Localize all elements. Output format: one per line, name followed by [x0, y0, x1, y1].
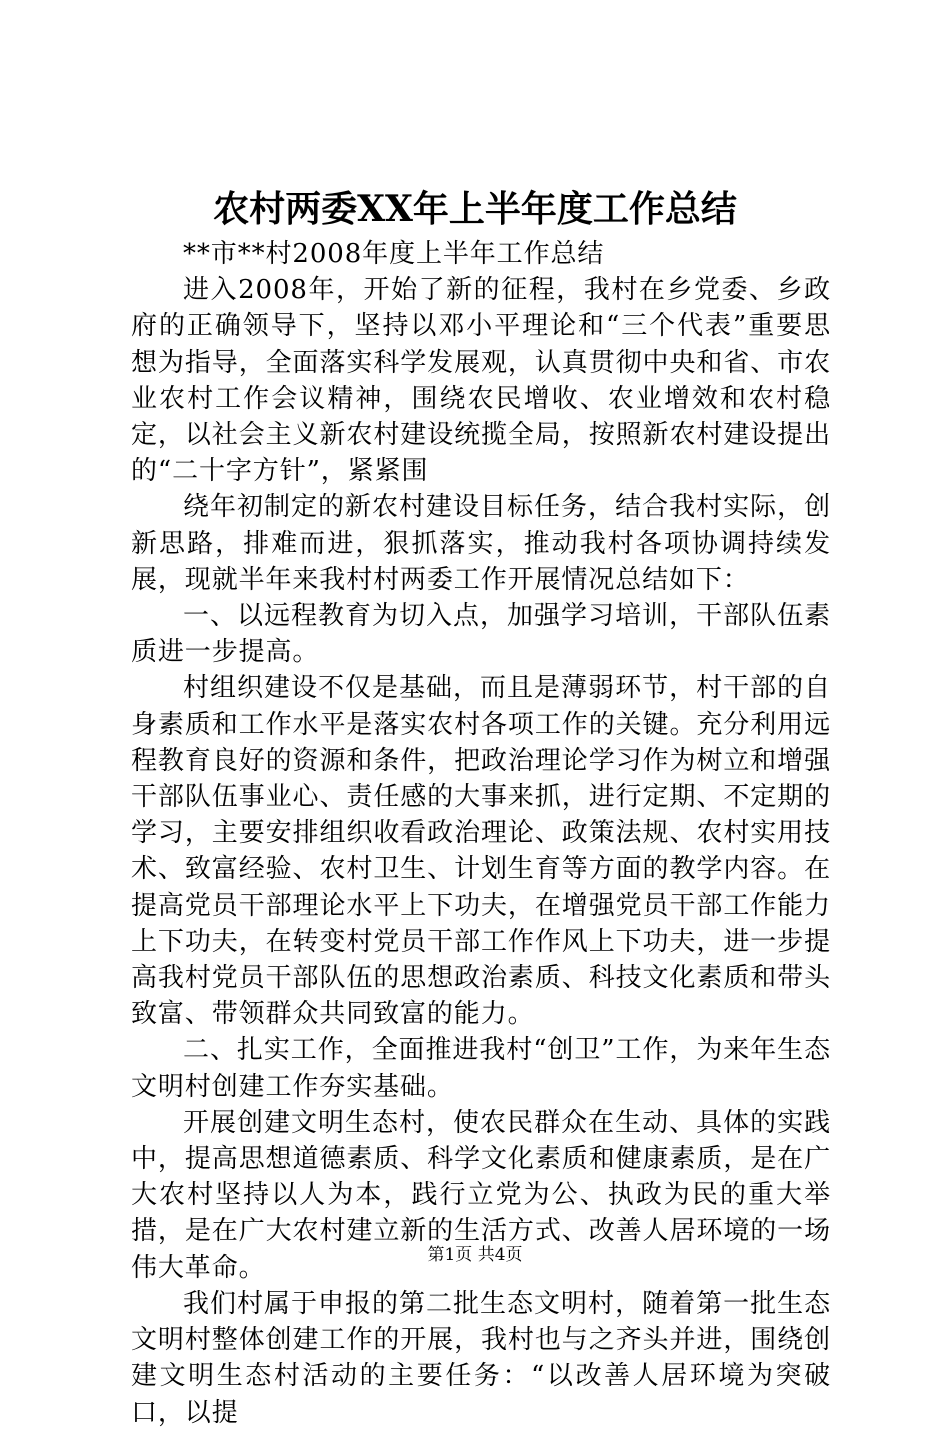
- paragraph: 村组织建设不仅是基础，而且是薄弱环节，村干部的自身素质和工作水平是落实农村各项工作的关键。充分利用远程教育良好的资源和条件，把政治理论学习作为树立和增强干部队伍事业心、责任感的大事来抓，进行定期、不定期的学习，主要安排组织收看政治理论、政策法规、农村实用技术、致富经验、农村卫生、计划生育等方面的教学内容。在提高党员干部理论水平上下功夫，在增强党员干部工作能力上下功夫，在转变村党员干部工作作风上下功夫，进一步提高我村党员干部队伍的思想政治素质、科技文化素质和带头致富、带领群众共同致富的能力。: [131, 673, 831, 1030]
- document-title: 农村两委XX年上半年度工作总结: [213, 188, 737, 230]
- section-heading: 一、以远程教育为切入点，加强学习培训，干部队伍素质进一步提高。: [131, 601, 831, 668]
- paragraph-subtitle: **市**村2008年度上半年工作总结: [183, 239, 605, 269]
- section-heading: 二、扎实工作，全面推进我村“创卫”工作，为来年生态文明村创建工作夯实基础。: [131, 1035, 831, 1102]
- paragraph: 我们村属于申报的第二批生态文明村，随着第一批生态文明村整体创建工作的开展，我村也与之齐头并进，围绕创建文明生态村活动的主要任务：“以改善人居环境为突破口，以提: [131, 1288, 831, 1428]
- paragraph: 绕年初制定的新农村建设目标任务，结合我村实际，创新思路，排难而进，狠抓落实，推动我村各项协调持续发展，现就半年来我村村两委工作开展情况总结如下：: [131, 492, 831, 595]
- paragraph: 进入2008年，开始了新的征程，我村在乡党委、乡政府的正确领导下，坚持以邓小平理论和“三个代表”重要思想为指导，全面落实科学发展观，认真贯彻中央和省、市农业农村工作会议精神，围绕农民增收、农业增效和农村稳定，以社会主义新农村建设统揽全局，按照新农村建设提出的“二十字方针”，紧紧围: [131, 275, 831, 487]
- page-footer: 第1页 共4页: [427, 1245, 523, 1265]
- paragraph: 开展创建文明生态村，使农民群众在生动、具体的实践中，提高思想道德素质、科学文化素质和健康素质，是在广大农村坚持以人为本，践行立党为公、执政为民的重大举措，是在广大农村建立新的生活方式、改善人居环境的一场伟大革命。: [131, 1107, 831, 1283]
